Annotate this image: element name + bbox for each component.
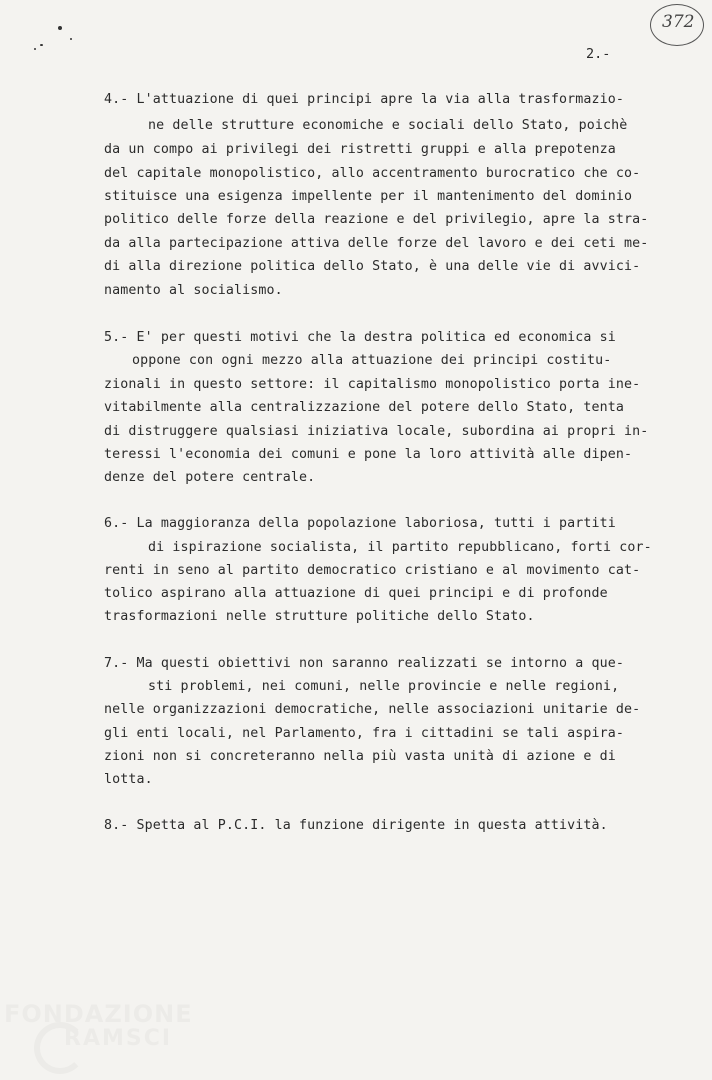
text-line: gli enti locali, nel Parlamento, fra i cittadini se tali aspira- bbox=[104, 726, 625, 741]
text-line: tolico aspirano alla attuazione di quei principi e di profonde bbox=[104, 586, 608, 601]
text-line: 4.- L'attuazione di quei principi apre la via alla trasformazio- bbox=[104, 92, 625, 107]
text-line: 6.- La maggioranza della popolazione laboriosa, tutti i partiti bbox=[104, 516, 616, 531]
text-line: di ispirazione socialista, il partito repubblicano, forti cor- bbox=[148, 540, 652, 555]
archive-stamp-number: 372 bbox=[662, 12, 695, 32]
text-line: 5.- E' per questi motivi che la destra politica ed economica si bbox=[104, 330, 616, 345]
ink-speck bbox=[70, 38, 72, 40]
text-line: 8.- Spetta al P.C.I. la funzione dirigente in questa attività. bbox=[104, 818, 608, 833]
text-line: vitabilmente alla centralizzazione del potere dello Stato, tenta bbox=[104, 400, 625, 415]
text-line: ne delle strutture economiche e sociali dello Stato, poichè bbox=[148, 118, 628, 133]
text-line: denze del potere centrale. bbox=[104, 470, 316, 485]
text-line: 7.- Ma questi obiettivi non saranno realizzati se intorno a que- bbox=[104, 656, 625, 671]
watermark-text: RAMSCI bbox=[64, 1026, 173, 1051]
watermark-text: FONDAZIONE bbox=[4, 1000, 193, 1028]
text-line: stituisce una esigenza impellente per il mantenimento del dominio bbox=[104, 189, 633, 204]
text-line: da un compo ai privilegi dei ristretti gruppi e alla prepotenza bbox=[104, 142, 616, 157]
text-line: nelle organizzazioni democratiche, nelle associazioni unitarie de- bbox=[104, 702, 641, 717]
ink-speck bbox=[58, 26, 62, 30]
fondazione-gramsci-watermark bbox=[4, 1000, 194, 1080]
text-line: teressi l'economia dei comuni e pone la loro attività alle dipen- bbox=[104, 447, 633, 462]
ink-speck bbox=[34, 48, 36, 50]
text-line: del capitale monopolistico, allo accentramento burocratico che co- bbox=[104, 166, 641, 181]
text-line: trasformazioni nelle strutture politiche dello Stato. bbox=[104, 609, 535, 624]
text-line: zionali in questo settore: il capitalismo monopolistico porta ine- bbox=[104, 377, 641, 392]
ink-speck bbox=[40, 44, 43, 46]
text-line: renti in seno al partito democratico cristiano e al movimento cat- bbox=[104, 563, 641, 578]
text-line: da alla partecipazione attiva delle forze del lavoro e dei ceti me- bbox=[104, 236, 649, 251]
text-line: zioni non si concreteranno nella più vasta unità di azione e di bbox=[104, 749, 616, 764]
text-line: lotta. bbox=[104, 772, 153, 787]
page-number: 2.- bbox=[586, 46, 611, 62]
text-line: di alla direzione politica dello Stato, è una delle vie di avvici- bbox=[104, 259, 641, 274]
text-line: sti problemi, nei comuni, nelle provincie e nelle regioni, bbox=[148, 679, 620, 694]
text-line: politico delle forze della reazione e del privilegio, apre la stra- bbox=[104, 212, 649, 227]
text-line: oppone con ogni mezzo alla attuazione dei principi costitu- bbox=[132, 353, 612, 368]
text-line: di distruggere qualsiasi iniziativa locale, subordina ai propri in- bbox=[104, 424, 649, 439]
text-line: namento al socialismo. bbox=[104, 283, 283, 298]
